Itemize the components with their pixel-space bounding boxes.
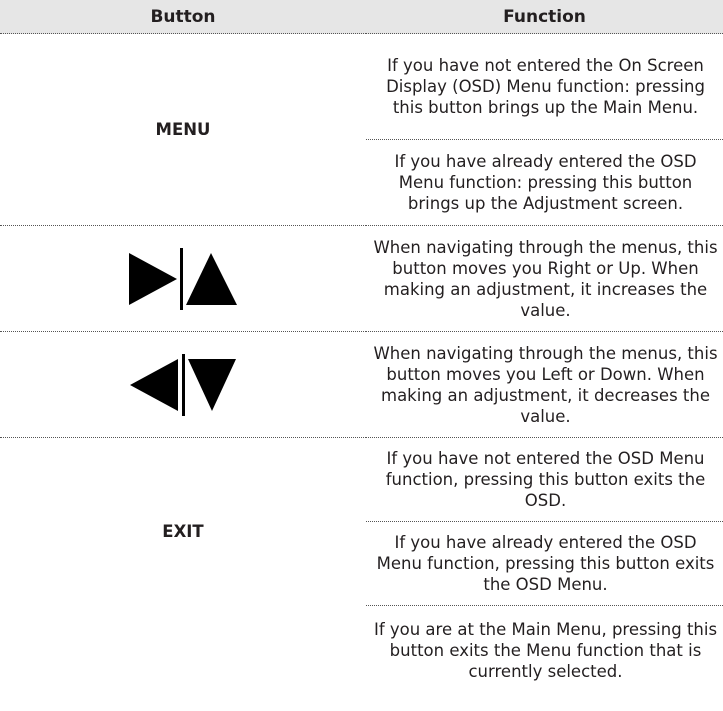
down-arrow-icon	[188, 359, 236, 411]
up-arrow-icon	[186, 253, 237, 305]
menu-button-label: MENU	[0, 34, 366, 226]
right-up-button	[0, 226, 366, 332]
right-up-arrows-icon	[127, 248, 239, 310]
header-function: Function	[366, 0, 723, 34]
exit-row	[0, 438, 723, 522]
right-up-row	[0, 226, 723, 332]
divider-bar	[180, 248, 183, 310]
exit-function-3: If you are at the Main Menu, pressing this button exits the Menu function that is currently selected.	[373, 620, 718, 682]
left-down-button	[0, 332, 366, 438]
exit-function-1: If you have not entered the OSD Menu function, pressing this button exits the OSD.	[366, 438, 723, 522]
menu-function-2: If you have already entered the OSD Menu function: pressing this button brings up the Adjustment screen.	[366, 140, 723, 226]
exit-button-label: EXIT	[162, 522, 204, 541]
left-down-function: When navigating through the menus, this button moves you Left or Down. When making an adjustment, it decreases the value.	[366, 332, 723, 438]
header-row	[0, 0, 723, 34]
divider-bar	[182, 354, 185, 416]
left-down-row	[0, 332, 723, 438]
header-button: Button	[0, 0, 366, 34]
left-arrow-icon	[130, 359, 178, 411]
right-up-function: When navigating through the menus, this button moves you Right or Up. When making an adjustment, it increases the value.	[366, 226, 723, 332]
menu-function-1: If you have not entered the On Screen Display (OSD) Menu function: pressing this button brings up the Main Menu.	[366, 34, 723, 140]
exit-function-2: If you have already entered the OSD Menu function, pressing this button exits the OSD Menu.	[366, 522, 723, 606]
menu-row	[0, 34, 723, 140]
right-arrow-icon	[129, 253, 177, 305]
left-down-arrows-icon	[127, 354, 239, 416]
